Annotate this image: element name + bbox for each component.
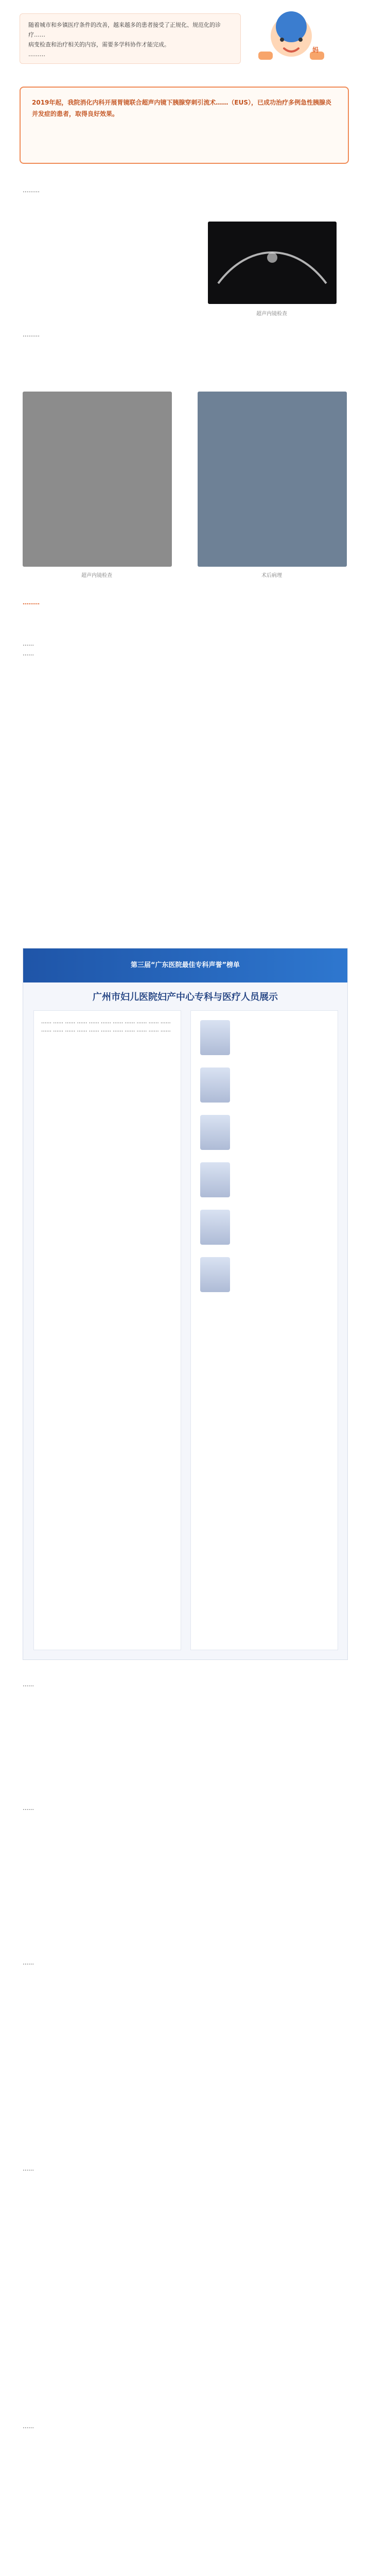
paragraph-5: …… bbox=[23, 1681, 34, 1688]
paragraph-6: …… bbox=[23, 1805, 34, 1811]
article-block-5 bbox=[23, 1680, 347, 1689]
paragraph-4b: …… bbox=[23, 650, 34, 657]
article-block-7 bbox=[23, 1958, 347, 1968]
mascot-icon bbox=[248, 6, 336, 68]
poster-col-left-text: …… …… …… …… …… …… …… …… …… …… …… …… …… …… …… …… …… …… …… …… …… …… bbox=[41, 1019, 171, 1033]
procedure-caption-left: 超声内镜检查 bbox=[81, 573, 112, 579]
highlight-text: 2019年起，我院消化内科开展胃镜联合超声内镜下胰腺穿刺引流术……（EUS），已成功治疗多例急性胰腺炎并发症的患者，取得良好效果。 bbox=[32, 99, 331, 117]
poster-col-left bbox=[33, 1010, 181, 1650]
article-block-1 bbox=[23, 185, 347, 195]
poster-face-4 bbox=[200, 1162, 230, 1197]
article-block-4 bbox=[23, 639, 347, 658]
paragraph-2: ……… bbox=[23, 331, 40, 338]
poster-face-3 bbox=[200, 1115, 230, 1150]
award-poster bbox=[23, 948, 348, 1660]
intro-box bbox=[20, 13, 241, 64]
article-block-3 bbox=[23, 598, 347, 607]
poster-title: 广州市妇儿医院妇产中心专科与医疗人员展示 bbox=[93, 992, 278, 1003]
mascot-illustration bbox=[248, 6, 336, 68]
procedure-photo-right bbox=[198, 392, 347, 567]
poster-face-6 bbox=[200, 1257, 230, 1292]
ultrasound-photo-caption: 超声内镜检查 bbox=[256, 311, 287, 317]
article-block-9 bbox=[23, 2421, 347, 2431]
paragraph-1: ……… bbox=[23, 187, 40, 194]
intro-line-3: ……… bbox=[28, 51, 45, 58]
poster-grid bbox=[33, 1010, 337, 1649]
poster-col-right bbox=[190, 1010, 338, 1650]
paragraph-7: …… bbox=[23, 1959, 34, 1966]
poster-face-1 bbox=[200, 1020, 230, 1055]
paragraph-9: …… bbox=[23, 2423, 34, 2430]
article-block-2 bbox=[23, 330, 347, 340]
paragraph-3: ……… bbox=[23, 599, 40, 606]
article-block-6 bbox=[23, 1803, 347, 1813]
paragraph-4a: …… bbox=[23, 640, 34, 647]
poster-banner: 第三届“广东医院最佳专科声誉”榜单 bbox=[23, 948, 347, 982]
ultrasound-photo bbox=[208, 222, 337, 304]
paragraph-8: …… bbox=[23, 2165, 34, 2172]
intro-line-1: 随着城市和乡镇医疗条件的改善，越来越多的患者接受了正规化、规范化的诊疗…… bbox=[28, 22, 221, 38]
procedure-photo-left bbox=[23, 392, 172, 567]
mascot-caption: 妈 bbox=[312, 46, 319, 54]
poster-face-5 bbox=[200, 1210, 230, 1245]
article-block-8 bbox=[23, 2164, 347, 2174]
intro-line-2: 病变检查和治疗相关的内容，需要多学科协作才能完成。 bbox=[28, 41, 170, 48]
highlight-box bbox=[20, 87, 349, 164]
procedure-caption-right: 术后病理 bbox=[261, 573, 282, 579]
poster-face-2 bbox=[200, 1067, 230, 1103]
